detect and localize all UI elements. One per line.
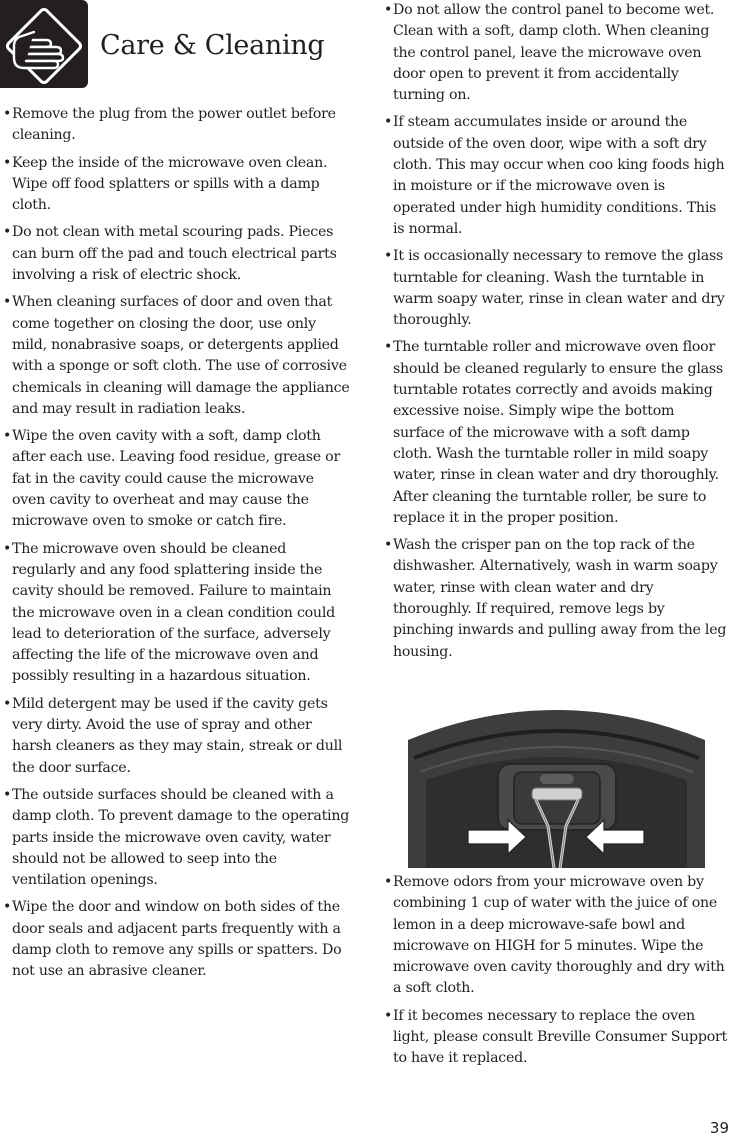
left-bullet-list	[3, 104, 351, 983]
bullet-icon: •	[3, 428, 12, 445]
list-item: • If steam accumulates inside or around the outside of the oven door, wipe with a soft dry cloth. This may occur when coo king foods high in moisture or if the microwave oven is operated under high humidity conditions. This is normal.	[384, 114, 725, 237]
list-item: • Wipe the door and window on both sides of the door seals and adjacent parts frequently with a damp cloth to remove any spills or spatters. Do not use an abrasive cleaner.	[3, 899, 342, 980]
left-column	[3, 104, 351, 989]
list-item: • The turntable roller and microwave oven floor should be cleaned regularly to ensure the glass turntable rotates correctly and avoids making excessive noise. Simply wipe the bottom surface of the microwave with a soft damp cloth. Wash the turntable roller in mild soapy water, rinse in clean water and dry thoroughly. After cleaning the turntable roller, be sure to replace it in the proper position.	[384, 339, 723, 526]
list-item: • Do not clean with metal scouring pads. Pieces can burn off the pad and touch electrical parts involving a risk of electric shock.	[3, 224, 337, 284]
bullet-icon: •	[3, 786, 12, 803]
right-bullet-list-bottom	[384, 872, 731, 1070]
right-column	[384, 0, 729, 669]
bullet-icon: •	[384, 114, 393, 131]
page-number: 39	[709, 1119, 729, 1137]
hand-icon	[0, 0, 88, 88]
list-item: • When cleaning surfaces of door and oven that come together on closing the door, use only mild, nonabrasive soaps, or detergents applied with a sponge or soft cloth. The use of corrosive chemicals in cleaning will damage the appliance and may result in radiation leaks.	[3, 294, 350, 417]
bullet-icon: •	[384, 339, 393, 356]
right-bullet-list-top	[384, 0, 729, 663]
crisper-pan-figure	[408, 700, 705, 868]
bullet-icon: •	[384, 2, 393, 18]
bullet-icon: •	[384, 248, 393, 265]
bullet-icon: •	[3, 540, 12, 557]
bullet-icon: •	[3, 899, 12, 916]
list-item: • The outside surfaces should be cleaned with a damp cloth. To prevent damage to the operating parts inside the microwave oven cavity, water should not be allowed to seep into the ventilation openings.	[3, 786, 350, 889]
right-column-bottom	[384, 872, 731, 1076]
list-item: • Wash the crisper pan on the top rack of the dishwasher. Alternatively, wash in warm soapy water, rinse with clean water and dry thoroughly. If required, remove legs by pinching inwards and pulling away from the leg housing.	[384, 537, 727, 660]
bullet-icon: •	[3, 106, 12, 122]
list-item: • If it becomes necessary to replace the oven light, please consult Breville Consumer Support to have it replaced.	[384, 1007, 727, 1067]
list-item: • Wipe the oven cavity with a soft, damp cloth after each use. Leaving food residue, grease or fat in the cavity could cause the microwave oven cavity to overheat and may cause the microwave oven to smoke or catch fire.	[3, 428, 340, 530]
bullet-icon: •	[384, 874, 393, 890]
list-item: • Do not allow the control panel to become wet. Clean with a soft, damp cloth. When cleaning the control panel, leave the microwave oven door open to prevent it from accidentally turning on.	[384, 2, 715, 104]
bullet-icon: •	[3, 695, 12, 712]
list-item: • Mild detergent may be used if the cavity gets very dirty. Avoid the use of spray and other harsh cleaners as they may stain, streak or dull the door surface.	[3, 695, 343, 776]
bullet-icon: •	[3, 294, 12, 311]
bullet-icon: •	[384, 1007, 393, 1024]
bullet-icon: •	[384, 537, 393, 554]
bullet-icon: •	[3, 224, 12, 241]
list-item: • It is occasionally necessary to remove the glass turntable for cleaning. Wash the turntable in warm soapy water, rinse in clean water and dry thoroughly.	[384, 248, 725, 329]
list-item: • The microwave oven should be cleaned regularly and any food splattering inside the cavity should be removed. Failure to maintain the microwave oven in a clean condition could lead to deterioration of the surface, adversely affecting the life of the microwave oven and possibly resulting in a hazardous situation.	[3, 540, 335, 685]
list-item: • Keep the inside of the microwave oven clean. Wipe off food splatters or spills with a damp cloth.	[3, 154, 328, 214]
page-title: Care & Cleaning	[100, 30, 325, 61]
list-item: • Remove odors from your microwave oven by combining 1 cup of water with the juice of one lemon in a deep microwave-safe bowl and microwave on HIGH for 5 minutes. Wipe the microwave oven cavity thoroughly and dry with a soft cloth.	[384, 874, 725, 997]
bullet-icon: •	[3, 154, 12, 171]
list-item: • Remove the plug from the power outlet before cleaning.	[3, 106, 336, 144]
